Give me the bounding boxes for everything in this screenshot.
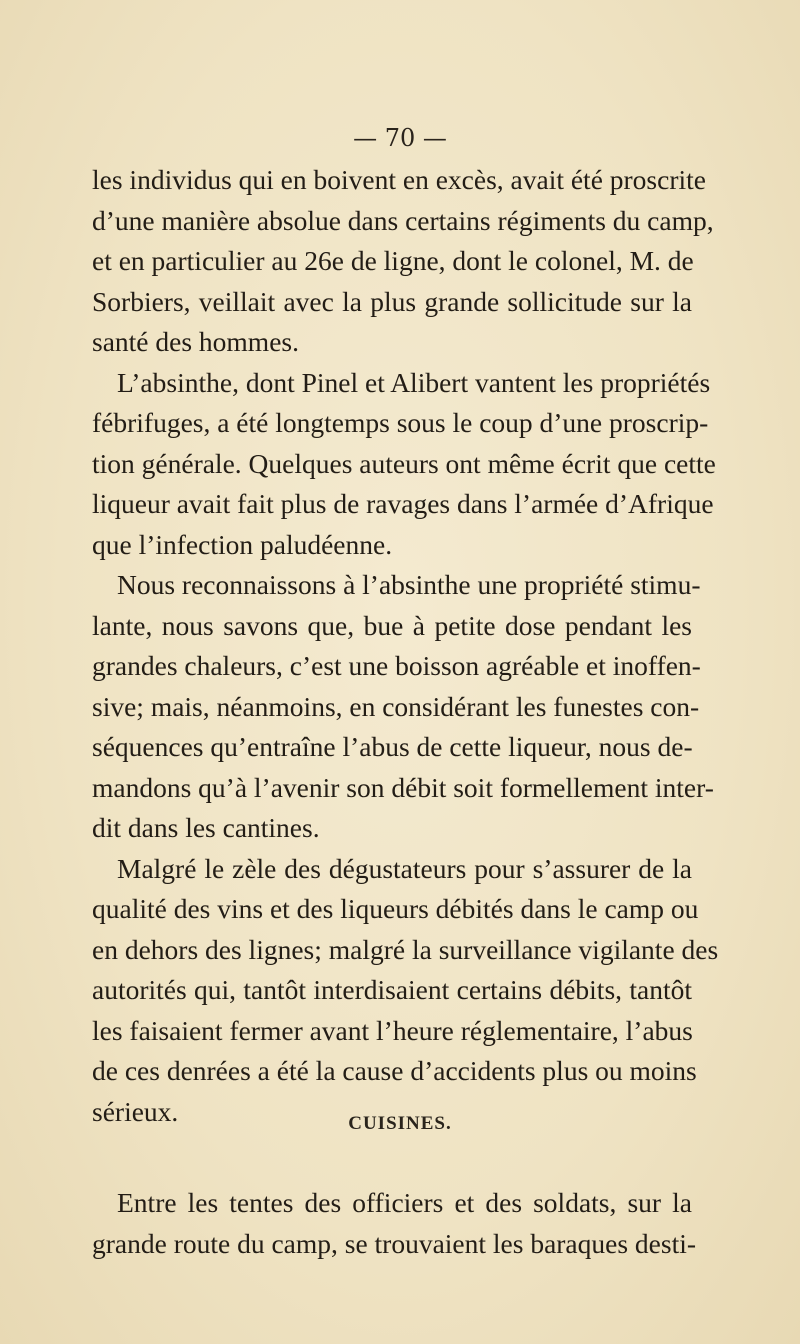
text-line: liqueur avait fait plus de ravages dans l’armée d’Afrique [92, 488, 714, 519]
text-line: tion générale. Quelques auteurs ont même écrit que cette [92, 447, 716, 479]
text-line: Malgré le zèle des dégustateurs pour s’assurer de la [117, 852, 692, 884]
body-text-bottom [92, 1183, 697, 1264]
text-line: grande route du camp, se trouvaient les baraques desti- [92, 1227, 697, 1259]
text-line: séquences qu’entraîne l’abus de cette liqueur, nous de- [92, 731, 693, 762]
text-line: Sorbiers, veillait avec la plus grande sollicitude sur la [92, 285, 692, 317]
text-line: qualité des vins et des liqueurs débités dans le camp ou [92, 893, 699, 924]
text-line: Entre les tentes des officiers et des soldats, sur la [117, 1187, 692, 1218]
text-line: les individus qui en boivent en excès, avait été proscrite [92, 164, 706, 195]
text-line: que l’infection paludéenne. [92, 528, 393, 560]
text-line: grandes chaleurs, c’est une boisson agréable et inoffen- [92, 650, 701, 681]
text-line: fébrifuges, a été longtemps sous le coup d’une proscrip- [92, 407, 709, 438]
text-line: santé des hommes. [92, 326, 299, 357]
text-line: lante, nous savons que, bue à petite dose pendant les [92, 609, 692, 641]
section-heading: CUISINES. [348, 1113, 452, 1134]
text-line: les faisaient fermer avant l’heure réglementaire, l’abus [92, 1014, 693, 1046]
page-number: — 70 — [353, 124, 447, 152]
text-line: d’une manière absolue dans certains régiments du camp, [92, 204, 714, 236]
text-line: mandons qu’à l’avenir son débit soit formellement inter- [92, 771, 714, 803]
text-line: sérieux. [92, 1095, 179, 1127]
body-text-top [92, 160, 719, 1132]
text-line: sive; mais, néanmoins, en considérant les funestes con- [92, 690, 700, 722]
text-line: dit dans les cantines. [92, 812, 320, 843]
text-line: et en particulier au 26e de ligne, dont le colonel, M. de [92, 245, 694, 276]
text-line: L’absinthe, dont Pinel et Alibert vantent les propriétés [117, 366, 711, 398]
text-line: en dehors des lignes; malgré la surveillance vigilante des [92, 933, 719, 965]
text-line: de ces denrées a été la cause d’accidents plus ou moins [92, 1055, 697, 1086]
text-line: Nous reconnaissons à l’absinthe une propriété stimu- [117, 569, 701, 600]
text-line: autorités qui, tantôt interdisaient certains débits, tantôt [92, 974, 692, 1005]
